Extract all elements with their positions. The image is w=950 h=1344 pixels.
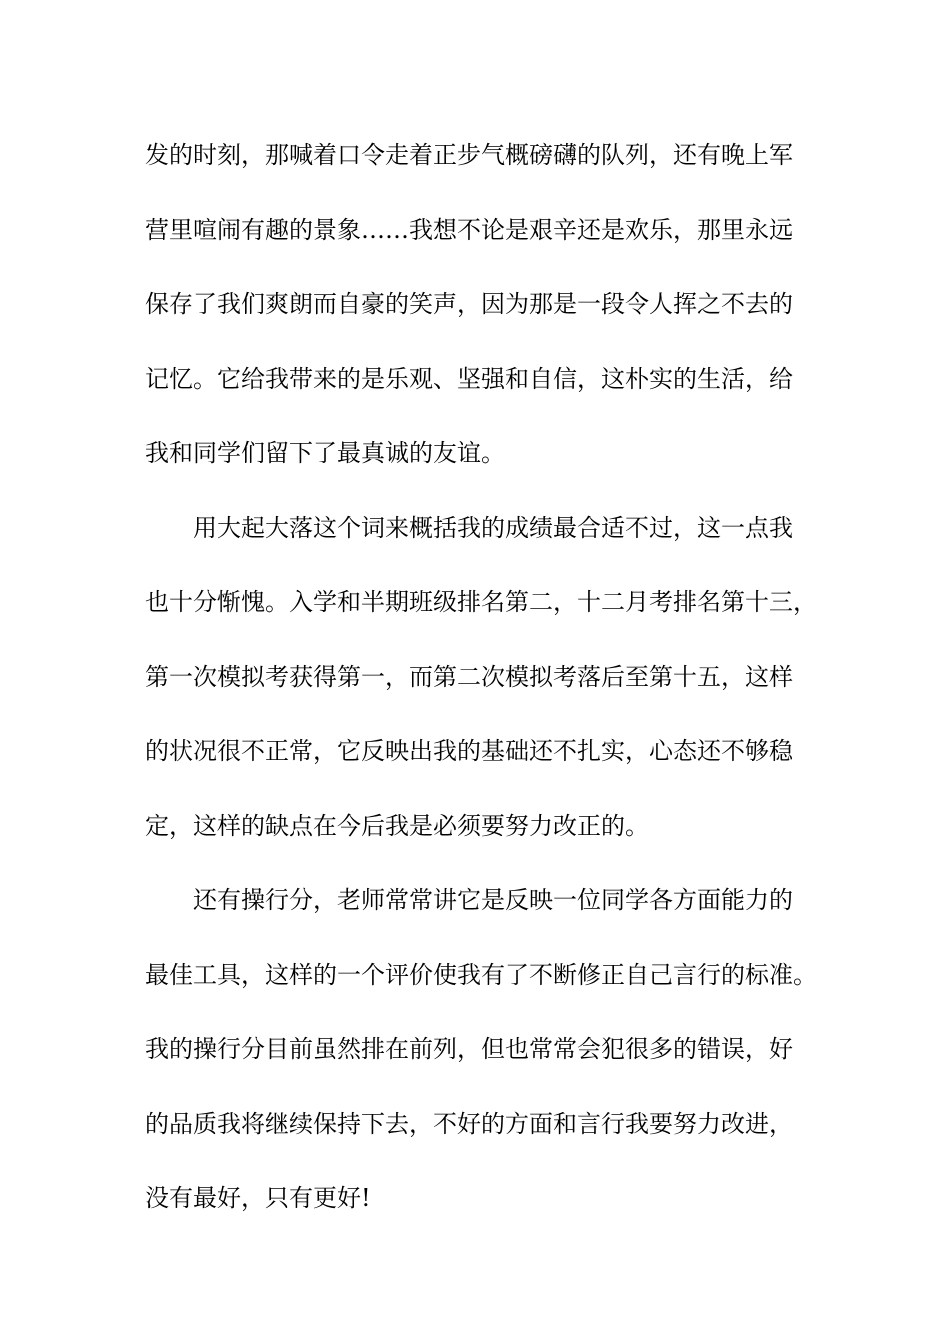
text-line: 营里喧闹有趣的景象……我想不论是艰辛还是欢乐，那里永远	[145, 215, 793, 244]
text-line: 我的操行分目前虽然排在前列，但也常常会犯很多的错误，好	[145, 1035, 793, 1063]
text-line: 记忆。它给我带来的是乐观、坚强和自信，这朴实的生活，给	[145, 364, 793, 393]
paragraph-start-line: 用大起大落这个词来概括我的成绩最合适不过，这一点我	[193, 513, 793, 542]
body-text	[145, 118, 815, 1236]
text-line: 的状况很不正常，它反映出我的基础还不扎实，心态还不够稳	[145, 737, 793, 765]
text-line: 保存了我们爽朗而自豪的笑声，因为那是一段令人挥之不去的	[145, 290, 793, 318]
text-line: 我和同学们留下了最真诚的友谊。	[145, 439, 505, 467]
text-line: 也十分惭愧。入学和半期班级排名第二，十二月考排名第十三，	[145, 588, 817, 616]
text-line: 没有最好，只有更好!	[145, 1184, 371, 1212]
text-line: 最佳工具，这样的一个评价使我有了不断修正自己言行的标准。	[145, 960, 817, 989]
paragraph-start-line: 还有操行分，老师常常讲它是反映一位同学各方面能力的	[193, 886, 793, 914]
text-line: 的品质我将继续保持下去，不好的方面和言行我要努力改进，	[145, 1109, 793, 1138]
text-line: 第一次模拟考获得第一，而第二次模拟考落后至第十五，这样	[145, 662, 793, 691]
text-line: 定，这样的缺点在今后我是必须要努力改正的。	[145, 811, 649, 840]
text-line: 发的时刻，那喊着口令走着正步气概磅礴的队列，还有晚上军	[145, 141, 793, 169]
